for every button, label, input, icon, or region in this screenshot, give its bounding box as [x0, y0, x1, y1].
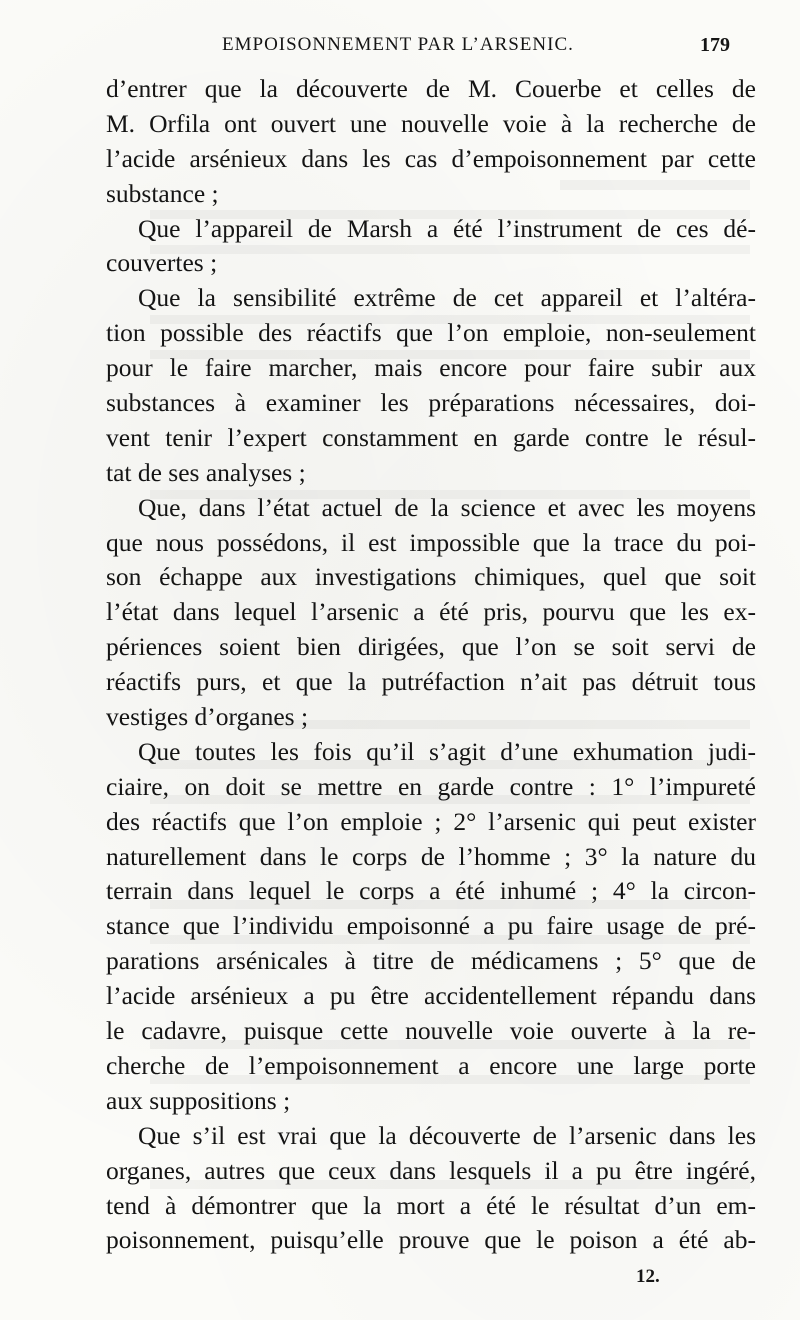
text-line: naturellement dans le corps de l’homme ; 3° la nature du	[106, 841, 756, 871]
text-line: stance que l’individu empoisonné a pu faire usage de pré-	[106, 911, 756, 941]
text-line: cherche de l’empoisonnement a encore une large porte	[106, 1050, 756, 1080]
text-line: d’entrer que la découverte de M. Couerbe et celles de	[106, 74, 756, 103]
text-line: l’état dans lequel l’arsenic a été pris, pourvu que les ex-	[106, 597, 756, 627]
text-line: vestiges d’organes ;	[106, 702, 309, 732]
text-line: aux suppositions ;	[106, 1085, 291, 1115]
text-line: ciaire, on doit se mettre en garde contre : 1° l’impureté	[106, 771, 756, 801]
text-line: poisonnement, puisqu’elle prouve que le poison a été ab-	[106, 1225, 756, 1255]
text-line: terrain dans lequel le corps a été inhumé ; 4° la circon-	[106, 876, 756, 906]
paragraph-start-line: Que, dans l’état actuel de la science et avec les moyens	[138, 492, 756, 522]
text-line: des réactifs que l’on emploie ; 2° l’arsenic qui peut exister	[106, 806, 756, 836]
text-line: vent tenir l’expert constamment en garde contre le résul-	[106, 422, 756, 452]
page-number: 179	[700, 34, 730, 56]
text-line: tat de ses analyses ;	[106, 457, 306, 487]
paragraph-start-line: Que toutes les fois qu’il s’agit d’une exhumation judi-	[138, 736, 756, 766]
text-line: tend à démontrer que la mort a été le résultat d’un em-	[106, 1190, 756, 1220]
text-line: réactifs purs, et que la putréfaction n’ait pas détruit tous	[106, 667, 756, 697]
text-line: tion possible des réactifs que l’on emploie, non-seulement	[106, 318, 756, 348]
signature-mark: 12.	[636, 1266, 660, 1287]
text-line: organes, autres que ceux dans lesquels il a pu être ingéré,	[106, 1155, 756, 1185]
text-line: pour le faire marcher, mais encore pour faire subir aux	[106, 353, 756, 383]
text-line: substances à examiner les préparations nécessaires, doi-	[106, 388, 756, 418]
text-line: M. Orfila ont ouvert une nouvelle voie à la recherche de	[106, 108, 756, 138]
text-line: le cadavre, puisque cette nouvelle voie ouverte à la re-	[106, 1016, 756, 1046]
text-line: l’acide arsénieux a pu être accidentellement répandu dans	[106, 981, 756, 1011]
text-line: périences soient bien dirigées, que l’on se soit servi de	[106, 632, 756, 662]
running-head	[0, 34, 800, 62]
paragraph-start-line: Que la sensibilité extrême de cet appareil et l’altéra-	[138, 283, 756, 313]
text-line: son échappe aux investigations chimiques, quel que soit	[106, 562, 756, 592]
text-line: que nous possédons, il est impossible que la trace du poi-	[106, 527, 756, 557]
text-line: l’acide arsénieux dans les cas d’empoisonnement par cette	[106, 143, 756, 173]
paragraph-start-line: Que l’appareil de Marsh a été l’instrument de ces dé-	[138, 213, 756, 243]
text-line: parations arsénicales à titre de médicamens ; 5° que de	[106, 946, 756, 976]
body-text	[106, 72, 756, 1258]
text-line: couvertes ;	[106, 248, 218, 278]
text-line: substance ;	[106, 178, 219, 208]
paragraph-start-line: Que s’il est vrai que la découverte de l’arsenic dans les	[138, 1120, 756, 1150]
running-title: EMPOISONNEMENT PAR L’ARSENIC.	[222, 34, 574, 55]
